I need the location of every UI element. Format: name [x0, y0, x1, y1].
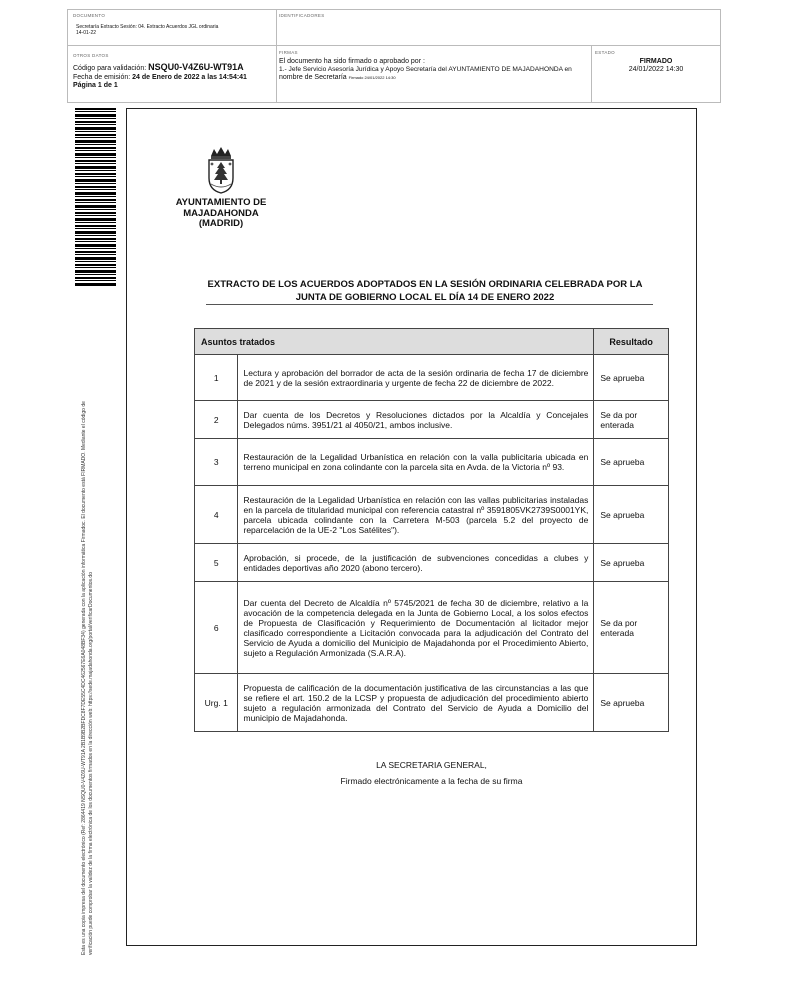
- title-line-1: EXTRACTO DE LOS ACUERDOS ADOPTADOS EN LA SESIÓN ORDINARIA CELEBRADA POR LA: [207, 279, 643, 290]
- row-number: 2: [195, 401, 238, 439]
- row-description: Propuesta de calificación de la documentación justificativa de las circunstancias a las que se refiere el art. 150.2 de la LCSP y propuesta de adjudicación del procedimiento abierto sujeto a regulación armonizada del Contrato del Servicio de Ayuda a Domicilio del municipio de Majadahonda.: [238, 674, 594, 732]
- row-result: Se aprueba: [594, 486, 669, 544]
- row-number: 6: [195, 582, 238, 674]
- table-header-row: [195, 329, 669, 355]
- row-number: 4: [195, 486, 238, 544]
- coat-of-arms-icon: [205, 146, 237, 194]
- signature-note: Firmado electrónicamente a la fecha de su firma: [340, 776, 523, 786]
- row-result: Se aprueba: [594, 355, 669, 401]
- col-asuntos-header: Asuntos tratados: [195, 329, 594, 355]
- row-description: Restauración de la Legalidad Urbanística en relación con la valla publicitaria ubicada en terreno municipal en zona colindante con la parcela sita en Avda. de la Victoria nº 93.: [238, 439, 594, 486]
- table-row: [195, 439, 669, 486]
- row-result: Se aprueba: [594, 439, 669, 486]
- side-text-line-1: Esta es una copia impresa del documento electrónico (Ref: 2864419 NSQU0-V4Z6U-WT91A 2B1B9B2BFDC8F7DE55C4DC462567E6A048BF34) generada con la aplicación informática Firmadoc. El documento está FIRMADO. Mediante el código de: [81, 401, 87, 955]
- row-number: 1: [195, 355, 238, 401]
- table-row: [195, 355, 669, 401]
- firmas-cell: [277, 46, 592, 102]
- table-row: [195, 544, 669, 582]
- otros-datos-label: OTROS DATOS: [73, 53, 109, 58]
- org-line-2: MAJADAHONDA: [183, 207, 259, 219]
- col-resultado-header: Resultado: [594, 329, 669, 355]
- issue-date: Fecha de emisión: 24 de Enero de 2022 a las 14:54:41: [73, 74, 247, 81]
- document-title: [195, 279, 655, 304]
- identificadores-label: IDENTIFICADORES: [279, 13, 325, 18]
- firmas-line-3: nombre de Secretaría Firmado 24/01/2022 14:30: [279, 74, 396, 81]
- firmas-label: FIRMAS: [279, 50, 298, 55]
- firmas-line-1: El documento ha sido firmado o aprobado por :: [279, 58, 425, 65]
- barcode-image: [75, 108, 116, 286]
- row-number: 5: [195, 544, 238, 582]
- identificadores-cell: [277, 10, 720, 46]
- row-result: Se aprueba: [594, 544, 669, 582]
- side-text-line-2: verificación puede comprobar la validez de la firma electrónica de los documentos firmados en la dirección web: https://sede.majadahonda.org/portal/verificarDocumentos.do: [87, 572, 94, 955]
- verification-side-text: [81, 295, 94, 955]
- firmas-line-2: 1.- Jefe Servicio Asesoría Jurídica y Apoyo Secretaría del AYUNTAMIENTO DE MAJADAHONDA en: [279, 66, 572, 73]
- table-row: [195, 674, 669, 732]
- documento-label: DOCUMENTO: [73, 13, 106, 18]
- row-description: Aprobación, si procede, de la justificación de subvenciones concedidas a clubes y entidades deportivas año 2020 (abono tercero).: [238, 544, 594, 582]
- title-line-2: JUNTA DE GOBIERNO LOCAL EL DÍA 14 DE ENERO 2022: [295, 291, 555, 303]
- documento-date: 14-01-22: [76, 30, 97, 36]
- documento-value: Secretaría Extracto Sesión: 04. Extracto Acuerdos JGL ordinaria: [76, 24, 219, 30]
- agenda-table: [194, 328, 669, 732]
- org-line-1: AYUNTAMIENTO DE: [175, 197, 267, 208]
- validation-code: Código para validación: NSQU0-V4Z6U-WT91A: [73, 62, 244, 72]
- estado-value: FIRMADO: [639, 58, 673, 65]
- row-number: 3: [195, 439, 238, 486]
- signature-header: [67, 9, 721, 103]
- otros-datos-cell: [68, 46, 277, 102]
- estado-cell: [592, 46, 720, 102]
- row-description: Restauración de la Legalidad Urbanística en relación con las vallas publicitarias instaladas en la parcela de titularidad municipal con referencia catastral nº 3591805VK2739S0001YK, parcela ubicada colindante con la Carretera M-503 (parcela 5.2 del proyecto de reparcelación de la UE-2 "Los Satélites").: [238, 486, 594, 544]
- org-line-3: (MADRID): [198, 218, 244, 229]
- documento-cell: [68, 10, 277, 46]
- row-number: Urg. 1: [195, 674, 238, 732]
- signatory-title: LA SECRETARIA GENERAL,: [376, 760, 487, 770]
- table-row: [195, 401, 669, 439]
- row-result: Se da por enterada: [594, 401, 669, 439]
- row-result: Se da por enterada: [594, 582, 669, 674]
- table-row: [195, 486, 669, 544]
- row-description: Lectura y aprobación del borrador de acta de la sesión ordinaria de fecha 17 de diciembre de 2021 y de la sesión extraordinaria y urgente de fecha 22 de diciembre de 2022.: [238, 355, 594, 401]
- row-description: Dar cuenta de los Decretos y Resoluciones dictados por la Alcaldía y Concejales Delegados núms. 3951/21 al 4050/21, ambos inclusive.: [238, 401, 594, 439]
- organization-name: [165, 198, 277, 230]
- estado-label: ESTADO: [595, 50, 615, 55]
- table-row: [195, 582, 669, 674]
- row-description: Dar cuenta del Decreto de Alcaldía nº 5745/2021 de fecha 30 de diciembre, relativo a la avocación de la competencia delegada en la Junta de Gobierno Local, a los solos efectos de Propuesta de Clasificación y Requerimiento de Documentación al licitador mejor clasificado correspondiente a Licitación convocada para la adjudicación del Contrato del Servicio de Ayuda a domicilio del Municipio de Majadahonda por el Procedimiento Abierto, sujeto a Regulación Armonizada (S.A.R.A).: [238, 582, 594, 674]
- title-divider: [206, 304, 653, 305]
- row-result: Se aprueba: [594, 674, 669, 732]
- estado-date: 24/01/2022 14:30: [628, 66, 684, 73]
- page-count: Página 1 de 1: [73, 82, 118, 89]
